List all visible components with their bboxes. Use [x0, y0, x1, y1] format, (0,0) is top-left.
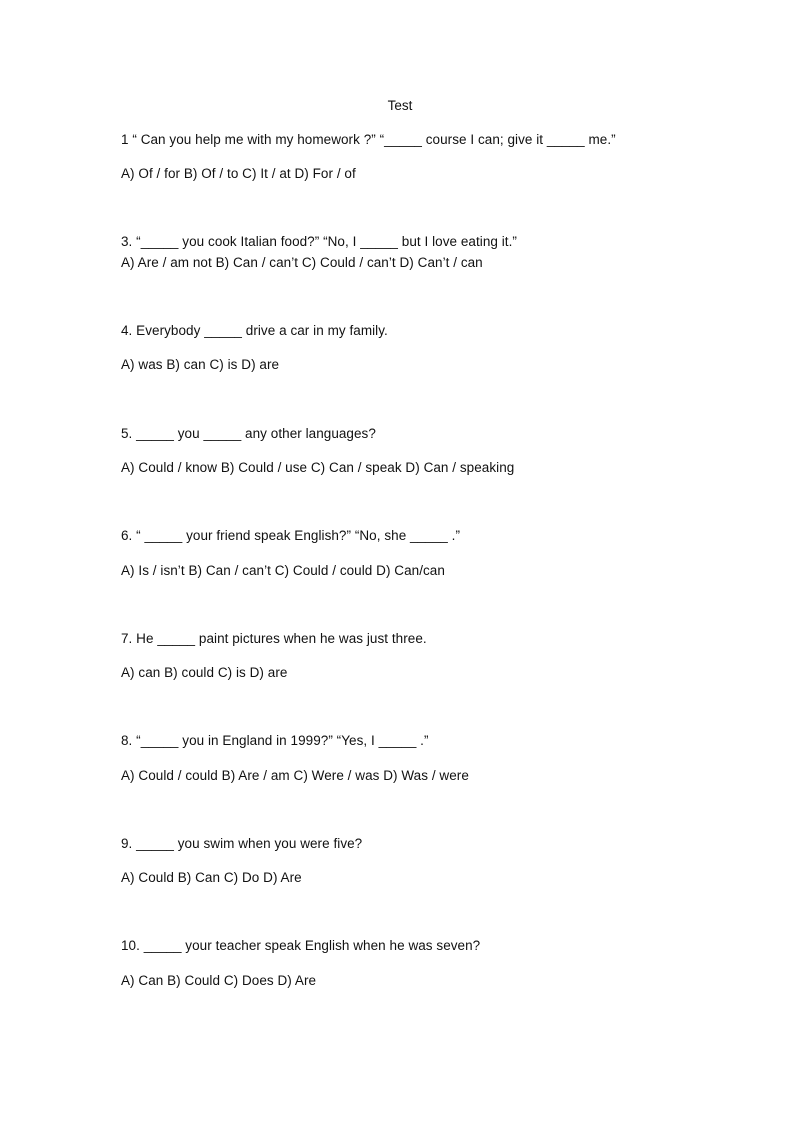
- question-4-text: 4. Everybody _____ drive a car in my family.: [121, 323, 388, 338]
- question-5-text: 5. _____ you _____ any other languages?: [121, 426, 376, 441]
- question-6-options: A) Is / isn’t B) Can / can’t C) Could / could D) Can/can: [121, 563, 445, 578]
- question-7-options: A) can B) could C) is D) are: [121, 665, 288, 680]
- question-9-options: A) Could B) Can C) Do D) Are: [121, 870, 302, 885]
- question-10-text: 10. _____ your teacher speak English when he was seven?: [121, 938, 481, 953]
- question-3-options: A) Are / am not B) Can / can’t C) Could / can’t D) Can’t / can: [121, 255, 483, 270]
- question-7-text: 7. He _____ paint pictures when he was just three.: [121, 631, 427, 646]
- question-3-text: 3. “_____ you cook Italian food?” “No, I _____ but I love eating it.”: [121, 234, 517, 249]
- page-title: Test: [387, 98, 413, 113]
- question-8-text: 8. “_____ you in England in 1999?” “Yes, I _____ .”: [121, 733, 429, 748]
- question-8-options: A) Could / could B) Are / am C) Were / was D) Was / were: [121, 768, 469, 783]
- question-10-options: A) Can B) Could C) Does D) Are: [121, 973, 317, 988]
- question-6-text: 6. “ _____ your friend speak English?” “No, she _____ .”: [121, 528, 460, 543]
- question-4-options: A) was B) can C) is D) are: [121, 357, 280, 372]
- question-5-options: A) Could / know B) Could / use C) Can / speak D) Can / speaking: [121, 460, 515, 475]
- question-1-text: 1 “ Can you help me with my homework ?” “_____ course I can; give it _____ me.”: [121, 132, 616, 147]
- question-1-options: A) Of / for B) Of / to C) It / at D) For / of: [121, 166, 356, 181]
- question-9-text: 9. _____ you swim when you were five?: [121, 836, 363, 851]
